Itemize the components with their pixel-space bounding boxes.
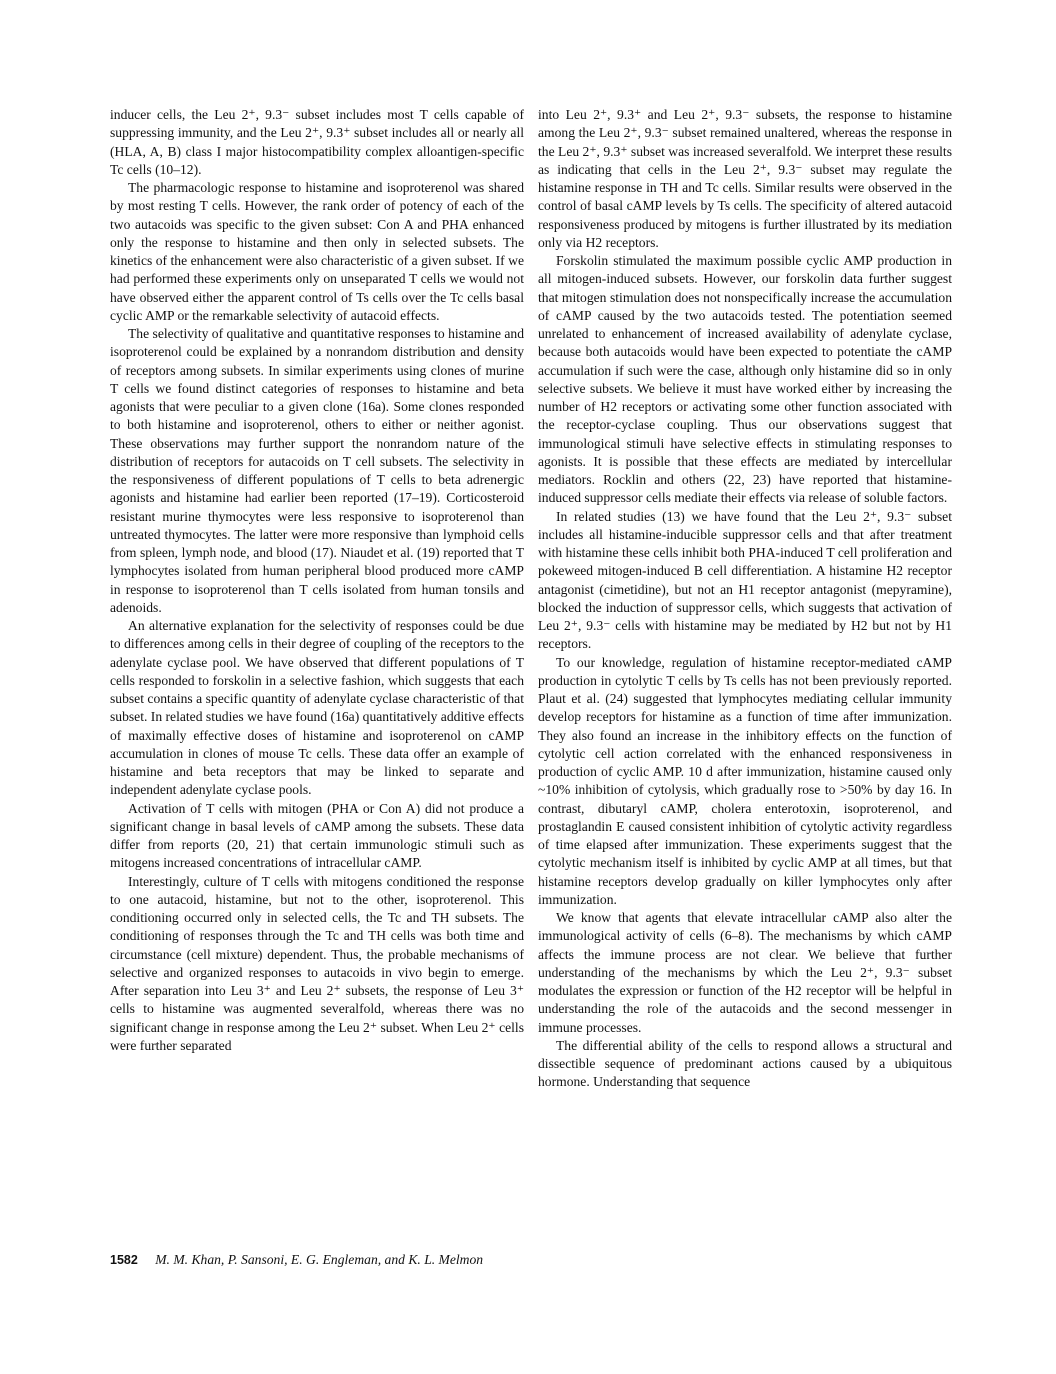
running-authors: M. M. Khan, P. Sansoni, E. G. Engleman, and K. L. Melmon (155, 1252, 484, 1267)
paragraph: The differential ability of the cells to respond allows a structural and dissectible sequence of predominant actions caused by a ubiquitous hormone. Understanding that sequence (538, 1037, 952, 1090)
paragraph: inducer cells, the Leu 2⁺, 9.3⁻ subset includes most T cells capable of suppressing immunity, and the Leu 2⁺, 9.3⁺ subset includes all or nearly all (HLA, A, B) class I major histocompatibility complex alloantigen-specific Tc cells (10–12). (110, 107, 524, 177)
paragraph: Activation of T cells with mitogen (PHA or Con A) did not produce a significant change in basal levels of cAMP among the subsets. These data differ from reports (20, 21) that certain immunologic stimuli such as mitogens increased concentrations of intracellular cAMP. (110, 800, 524, 871)
page-footer (110, 1252, 710, 1268)
paragraph: We know that agents that elevate intracellular cAMP also alter the immunological activity of cells (6–8). The mechanisms by which cAMP affects the immune process are not clear. We believe that further understanding of the mechanisms by which the Leu 2⁺, 9.3⁻ subset modulates the expression or function of the H2 receptor will be helpful in understanding the role of the autacoids and the second messenger in immune processes. (538, 910, 952, 1035)
paragraph: To our knowledge, regulation of histamine receptor-mediated cAMP production in cytolytic T cells by Ts cells has not been previously reported. Plaut et al. (24) suggested that lymphocytes mediating cellular immunity develop receptors for histamine as a function of time after immunization. They also found an increase in the inhibitory effects on the function of cytolytic cell action correlated with the enhanced responsiveness in production of cyclic AMP. 10 d after immunization, histamine caused only ~10% inhibition of cytolysis, which gradually rose to >50% by day 16. In contrast, dibutaryl cAMP, cholera enterotoxin, isoproterenol, and prostaglandin E caused consistent inhibition of cytolytic activity regardless of time elapsed after immunization. These experiments suggest that the cytolytic mechanism itself is inhibited by cyclic AMP at all times, but that histamine receptors develop gradually on killer lymphocytes only after immunization. (538, 654, 952, 907)
right-column (538, 106, 952, 1092)
paragraph: The selectivity of qualitative and quantitative responses to histamine and isoproterenol could be explained by a nonrandom distribution and density of receptors among subsets. In similar experiments using clones of murine T cells we found distinct categories of responses to histamine and beta agonists that were peculiar to a given clone (16a). Some clones responded to both histamine and isoproterenol, others to either or neither agonist. These observations may further support the nonrandom nature of the distribution of receptors for autacoids on T cell subsets. The selectivity in the responsiveness of different populations of T cells to beta adrenergic agonists and histamine had earlier been reported (17–19). Corticosteroid resistant murine thymocytes were less responsive to isoproterenol than untreated thymocytes. The latter were more responsive than lymphoid cells from spleen, lymph node, and blood (17). Niaudet et al. (19) reported that T lymphocytes isolated from human peripheral blood produced more cAMP in response to isoproterenol than T cells isolated from human tonsils and adenoids. (110, 326, 524, 615)
paragraph: into Leu 2⁺, 9.3⁺ and Leu 2⁺, 9.3⁻ subsets, the response to histamine among the Leu 2⁺, 9.3⁻ subset remained unaltered, whereas the response in the Leu 2⁺, 9.3⁺ subset was increased severalfold. We interpret these results as indicating that cells in the Leu 2⁺, 9.3⁻ subset may regulate the histamine response in TH and Tc cells. Similar results were observed in the control of basal cAMP levels by Ts cells. The specificity of altered autacoid responsiveness produced by mitogens is further illustrated by its mediation only via H2 receptors. (538, 107, 952, 250)
paragraph: Forskolin stimulated the maximum possible cyclic AMP production in all mitogen-induced subsets. However, our forskolin data further suggest that mitogen stimulation does not nonspecifically increase the accumulation of cAMP caused by the two autacoids tested. The potentiation seemed unrelated to enhancement of increased availability of adenylate cyclase, because both autacoids would have been expected to potentiate the cAMP accumulation if such were the case, although only histamine did so in only selective subsets. We believe it must have worked either by increasing the number of H2 receptors or activating some other function associated with the receptor-cyclase coupling. Thus our observations suggest that immunological stimuli have selective effects in stimulating responses to agonists. It is possible that these effects are mediated by intercellular mediators. Rocklin and others (22, 23) have reported that histamine-induced suppressor cells mediate their effects via release of soluble factors. (538, 253, 952, 506)
page-number: 1582 (110, 1253, 138, 1267)
paragraph: In related studies (13) we have found that the Leu 2⁺, 9.3⁻ subset includes all histamine-inducible suppressor cells and that after treatment with histamine these cells inhibit both PHA-induced T cell proliferation and pokeweed mitogen-induced B cell differentiation. A histamine H2 receptor antagonist (cimetidine), but not an H1 receptor antagonist (mepyramine), blocked the induction of suppressor cells, which suggests that activation of Leu 2⁺, 9.3⁻ cells with histamine may be mediated by H2 but not by H1 receptors. (538, 508, 952, 652)
left-column (110, 106, 524, 1055)
paragraph: Interestingly, culture of T cells with mitogens conditioned the response to one autacoid, histamine, but not to the other, isoproterenol. This conditioning occurred only in selected cells, the Tc and TH subsets. The conditioning of responses through the Tc and TH cells was both time and circumstance (cell mixture) dependent. Thus, the probable mechanisms of selective and organized responses to autacoids in vivo begin to emerge. After separation into Leu 3⁺ and Leu 2⁺ subsets, the response of Leu 3⁺ cells to histamine was augmented severalfold, whereas there was no significant change in response among the Leu 2⁺ subset. When Leu 2⁺ cells were further separated (110, 873, 524, 1053)
paragraph: The pharmacologic response to histamine and isoproterenol was shared by most resting T cells. However, the rank order of potency of each of the two autacoids was specific to the given subset: Con A and PHA enhanced only the response to histamine and then only in selected subsets. The kinetics of the enhancement were also characteristic of a given subset. If we had performed these experiments only on unseparated T cells we would not have observed either the apparent control of Ts cells over the Tc cells basal cyclic AMP or the remarkable selectivity of autacoid effects. (110, 180, 524, 323)
paragraph: An alternative explanation for the selectivity of responses could be due to differences among cells in their degree of coupling of the receptors to the adenylate cyclase pool. We have observed that different populations of T cells responded to forskolin in a selective fashion, which suggests that each subset contains a specific quantity of adenylate cyclase characteristic of that subset. In related studies we have found (16a) quantitatively additive effects of maximally effective doses of histamine and isoproterenol on cAMP accumulation in clones of mouse Tc cells. These data offer an example of histamine and beta receptors that may be linked to separate and independent adenylate cyclase pools. (110, 618, 524, 798)
